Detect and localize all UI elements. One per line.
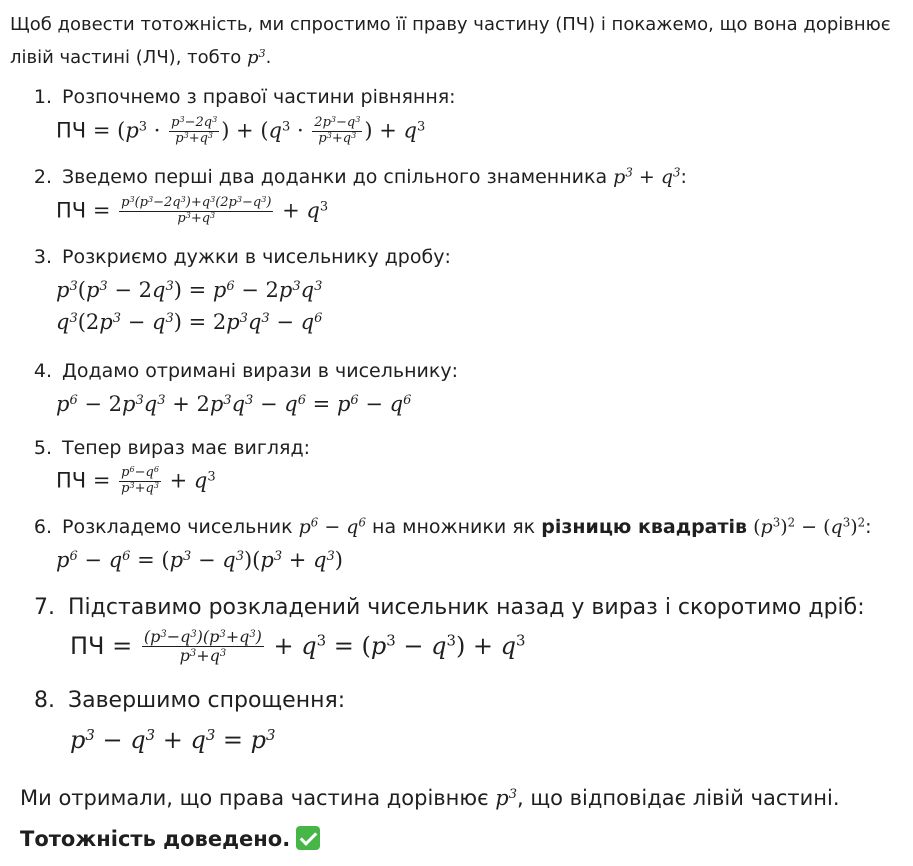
- outro-formula: $p^3$: [495, 786, 518, 810]
- intro-tail: .: [265, 47, 272, 68]
- step-number: 3.: [33, 246, 52, 268]
- step-4-formula: $p^6 - 2p^3q^3 + 2p^3q^3 - q^6 = p^6 - q^6$: [56, 392, 412, 416]
- check-mark-icon: [296, 826, 320, 850]
- step-label: Розкриємо дужки в чисельнику дробу:: [62, 246, 451, 268]
- intro-formula: $p^3$: [246, 46, 266, 68]
- intro-text: Щоб довести тотожність, ми спростимо її праву частину (ПЧ) і покажемо, що вона дорівнює лівій частині (ЛЧ), тобто: [10, 14, 891, 68]
- step-number: 4.: [33, 360, 52, 382]
- step-label-row: Зведемо перші два доданки до спільного знаменника $p^3 + q^3$:: [62, 165, 687, 188]
- conclusion-text: Тотожність доведено.: [20, 827, 291, 851]
- step-7-formula: ПЧ = $\frac{(p^3-q^3)(p^3+q^3)}{p^3+q^3}$ + $q^3 = (p^3 - q^3) + q^3$: [70, 627, 526, 666]
- step-label: Зведемо перші два доданки до спільного знаменника: [62, 166, 608, 188]
- lhs-label: ПЧ: [56, 198, 87, 223]
- outro-tail: , що відповідає лівій частині.: [517, 786, 840, 810]
- conclusion: [20, 826, 320, 851]
- step-label: Розпочнемо з правої частини рівняння:: [62, 86, 456, 108]
- step-number: 2.: [33, 166, 52, 188]
- outro-text: Ми отримали, що права частина дорівнює: [20, 786, 489, 810]
- step-label: Завершимо спрощення:: [68, 688, 346, 713]
- step-number: 1.: [33, 86, 52, 108]
- step-label: Додамо отримані вирази в чисельнику:: [62, 360, 458, 382]
- step-number: 7.: [34, 595, 55, 620]
- step-6-formula: $p^6 - q^6 = (p^3 - q^3)(p^3 + q^3)$: [56, 548, 343, 572]
- step-label-bold: різницю квадратів: [541, 516, 748, 538]
- step-3-formula-2: $q^3(2p^3 - q^3) = 2p^3q^3 - q^6$: [56, 310, 323, 334]
- step-5-formula: ПЧ = $\frac{p^6-q^6}{p^3+q^3}$ + $q^3$: [56, 464, 216, 496]
- step-label: Підставимо розкладений чисельник назад у вираз і скоротимо дріб:: [68, 595, 865, 620]
- step-3-formula-1: $p^3(p^3 - 2q^3) = p^6 - 2p^3q^3$: [56, 278, 323, 302]
- step-label-row: Розкладемо чисельник $p^6 - q^6$ на множники як різницю квадратів $(p^3)^2 - (q^3)^2$:: [62, 515, 872, 538]
- step-8-formula: $p^3 - q^3 + q^3 = p^3$: [70, 725, 276, 754]
- step-label-mid: на множники як: [372, 516, 536, 538]
- outro-paragraph: [20, 786, 840, 810]
- lhs-label: ПЧ: [70, 631, 105, 660]
- step-number: 6.: [33, 516, 52, 538]
- lhs-label: ПЧ: [56, 468, 87, 493]
- inline-formula: $p^3 + q^3$: [613, 165, 681, 188]
- step-label: Розкладемо чисельник: [62, 516, 293, 538]
- step-number: 8.: [34, 688, 55, 713]
- intro-paragraph: [10, 8, 905, 74]
- step-number: 5.: [33, 437, 52, 459]
- step-label: Тепер вираз має вигляд:: [62, 437, 310, 459]
- lhs-label: ПЧ: [56, 118, 87, 143]
- step-1-formula: ПЧ = ($p^3$ · $\frac{p^3-2q^3}{p^3+q^3}$ ) + ($q^3$ · $\frac{2p^3-q^3}{p^3+q^3}$ ) + $q^3$: [56, 114, 426, 146]
- step-2-formula: ПЧ = $\frac{p^3(p^3-2q^3)+q^3(2p^3-q^3)}{p^3+q^3}$ + $q^3$: [56, 194, 329, 226]
